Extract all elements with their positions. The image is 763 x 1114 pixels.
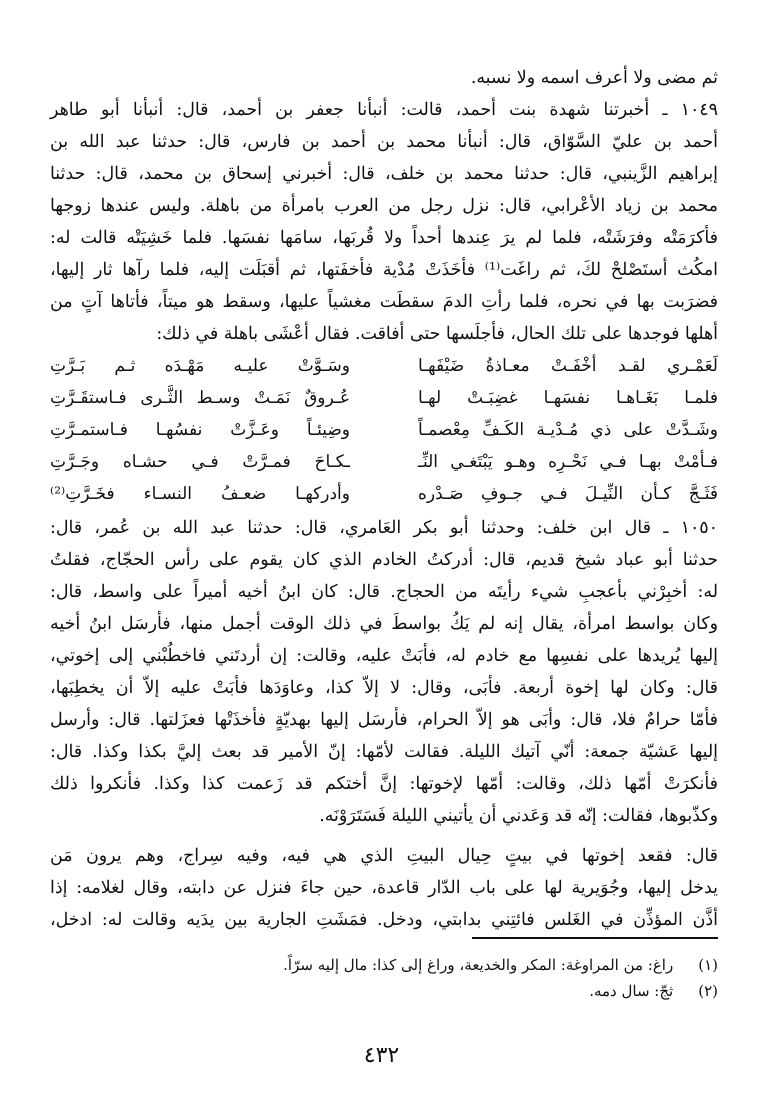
text-line: فأمّا حرامٌ فلا، قال: وأبَى هو إلاّ الحرام، فأرسَل إليها بهديّةٍ فأخذَتْها فعزَلتها. قال: وأرسل [50, 710, 718, 730]
text-line: قال: وكان لها إخوة أربعة. فأبَى، وقال: لا إلاّ كذا، وعاوَدَها فأبَتْ عليه إلاّ أن يخطِبَها، [50, 678, 718, 698]
verse-row [50, 414, 718, 446]
verse-first-hemistich: فلمـا بَغَـاهـا نفسَهـا غضِبَـتْ لهـا [418, 388, 718, 408]
text-line: إبراهيم الزَّينبي، قال: حدثنا محمد بن خلف، قال: أخبرني إسحاق بن محمد، قال: حدثنا [50, 164, 718, 184]
verse-first-hemistich: لَعَمْـري لقـد أخْفَـتْ معـاذةُ ضَيْفَهـا [418, 356, 718, 376]
footnote-divider [472, 937, 718, 939]
text-line: وكان بواسط امرأة، يقال إنه لم يَكُ بواسطَ في ذلك الوقت أجمل منها، فأرسَل ابنُ أخيه [50, 614, 718, 634]
verse-second-hemistich: وسَـوَّتْ عليـه مَهْـدَه ثـم بَـرَّتِ [50, 356, 350, 376]
text-line: إليها عَشيّة جمعة: أنّي آتيك الليلة. فقالت لأمّها: إنّ الأمير قد بعث إليَّ بكذا وكذا. قال: [50, 742, 718, 762]
verse-row [50, 350, 718, 382]
text-line: ١٠٥٠ ـ قال ابن خلف: وحدثنا أبو بكر العَامري، قال: حدثنا عبد الله بن عُمر، قال: [50, 518, 718, 538]
verse-second-hemistich: ـكـاحَ فمـرَّتْ فـي حشـاه وجَـرَّتِ [50, 452, 350, 472]
footnote-number: (٢) [698, 982, 718, 1000]
text-line: فأنكرَتْ أمّها ذلك، وقالت: أمّها لإخوتها: إنَّ أختكم قد زَعمت كذا وكذا. فأنكروا ذلك [50, 774, 718, 794]
verse-first-hemistich: فـأمْتْ بهـا فـي نَحْـرِه وهـو يَبْتَغـي النِّـ [418, 452, 718, 472]
verse-row [50, 478, 718, 510]
text-line: وكذّبوها، فقالت: إنّه قد وَعَدني أن يأتيني الليلة فَسَتَرَوْنَه. [319, 806, 718, 826]
verse-second-hemistich: وضِيئـاً وعَـزَّتْ نفسُهـا فـاستمـرَّتِ [50, 420, 350, 440]
footnotes [50, 952, 718, 1004]
footnote-number: (١) [698, 956, 718, 974]
text-line: ١٠٤٩ ـ أخبرتنا شهدة بنت أحمد، قالت: أنبأنا جعفر بن أحمد، قال: أنبأنا أبو طاهر [50, 100, 718, 120]
main-text [50, 62, 718, 936]
text-line: قال: فقعد إخوتها في بيتٍ حِيال البيتِ الذي هي فيه، وفيه سِراج، وهم يرون مَن [50, 846, 718, 866]
text-line: ثم مضى ولا أعرف اسمه ولا نسبه. [470, 68, 718, 88]
text-line: أذَّن المؤذِّن في الغَلس فائتِني بدابتي، ودخل. فمَشَتِ الجارية بين يدَيه وقالت له: ادخل، [50, 910, 718, 930]
verse-second-hemistich: وأدركهـا ضعـفُ النسـاء فخَـرَّتِ⁽²⁾ [50, 484, 350, 504]
text-line: فأكرَمَتْه وفرَشَتْه، فلما لم يرَ عِندها أحداً ولا قُربَها، سامَها نفسَها. فلما خَشِيَتْه قالت له: [50, 228, 718, 248]
text-line: إليها يُريدها على نفسِها مع خادم له، فأبَتْ عليه، وقالت: إن أردتَني فاخطُبْني إلى إخوتي، [50, 646, 718, 666]
text-line: حدثنا أبو عباد شيخ قديم، قال: أدركتُ الخادم الذي كان يقوم على رأس الحجّاج، فقلتُ [50, 550, 718, 570]
verse-first-hemistich: وشَـدَّتْ على ذي مُـدْيـة الكَـفِّ مِعْصمـاً [418, 420, 718, 440]
text-line: أهلها فوجدها على تلك الحال، فأجلَسها حتى أفاقت. فقال أعْشَى باهلة في ذلك: [156, 324, 718, 344]
text-line: فضرَبت بها في نحره، فلما رأتِ الدمَ سقطَت مغشياً عليها، وسقط هو ميتاً، فأتاها آتٍ من [50, 292, 718, 312]
text-line: له: أخبِرْني بأعجبِ شيء رأيتَه من الحجاج. قال: كان ابنُ أخيه أميراً على واسط، قال: [50, 582, 718, 602]
paragraph-gap [50, 832, 718, 840]
footnote [50, 952, 718, 978]
footnote [50, 978, 718, 1004]
text-line: أحمد بن عليّ السَّوّاق، قال: أنبأنا محمد بن أحمد بن فارس، قال: حدثنا عبد الله بن [50, 132, 718, 152]
footnote-text: ثجّ: سال دمه. [589, 982, 674, 1000]
verse-first-hemistich: فَثَـجَّ كـأن النِّيـلَ فـي جـوفِ صَـدْره [418, 484, 718, 504]
verse-row [50, 446, 718, 478]
page-number: ٤٣٢ [363, 1043, 400, 1068]
text-line: يدخل إليها، وجُوَيرية لها على باب الدّار قاعدة، حين جاءَ فنزل عن دابته، وقال لغلامه: إذا [50, 878, 718, 898]
footnote-text: راغ: من المراوغة: المكر والخديعة، وراغ إلى كذا: مال إليه سرّاً. [283, 956, 674, 974]
text-line: امكُث أستَصْلحْ لكَ، ثم راغَت⁽¹⁾ فأخَذَتْ مُدْية فأخفَتها، ثم أقبَلَت إليه، فلما رآها ثار إليها، [50, 260, 718, 280]
verse-second-hemistich: عُـروقٌ نَمَـتْ وسـط الثَّـرى فـاستقَـرَّتِ [50, 388, 350, 408]
text-line: محمد بن زياد الأعْرابي، قال: نزل رجل من العرب بامرأة من باهلة. وليس عندها زوجها [50, 196, 718, 216]
poem [50, 350, 718, 512]
verse-row [50, 382, 718, 414]
